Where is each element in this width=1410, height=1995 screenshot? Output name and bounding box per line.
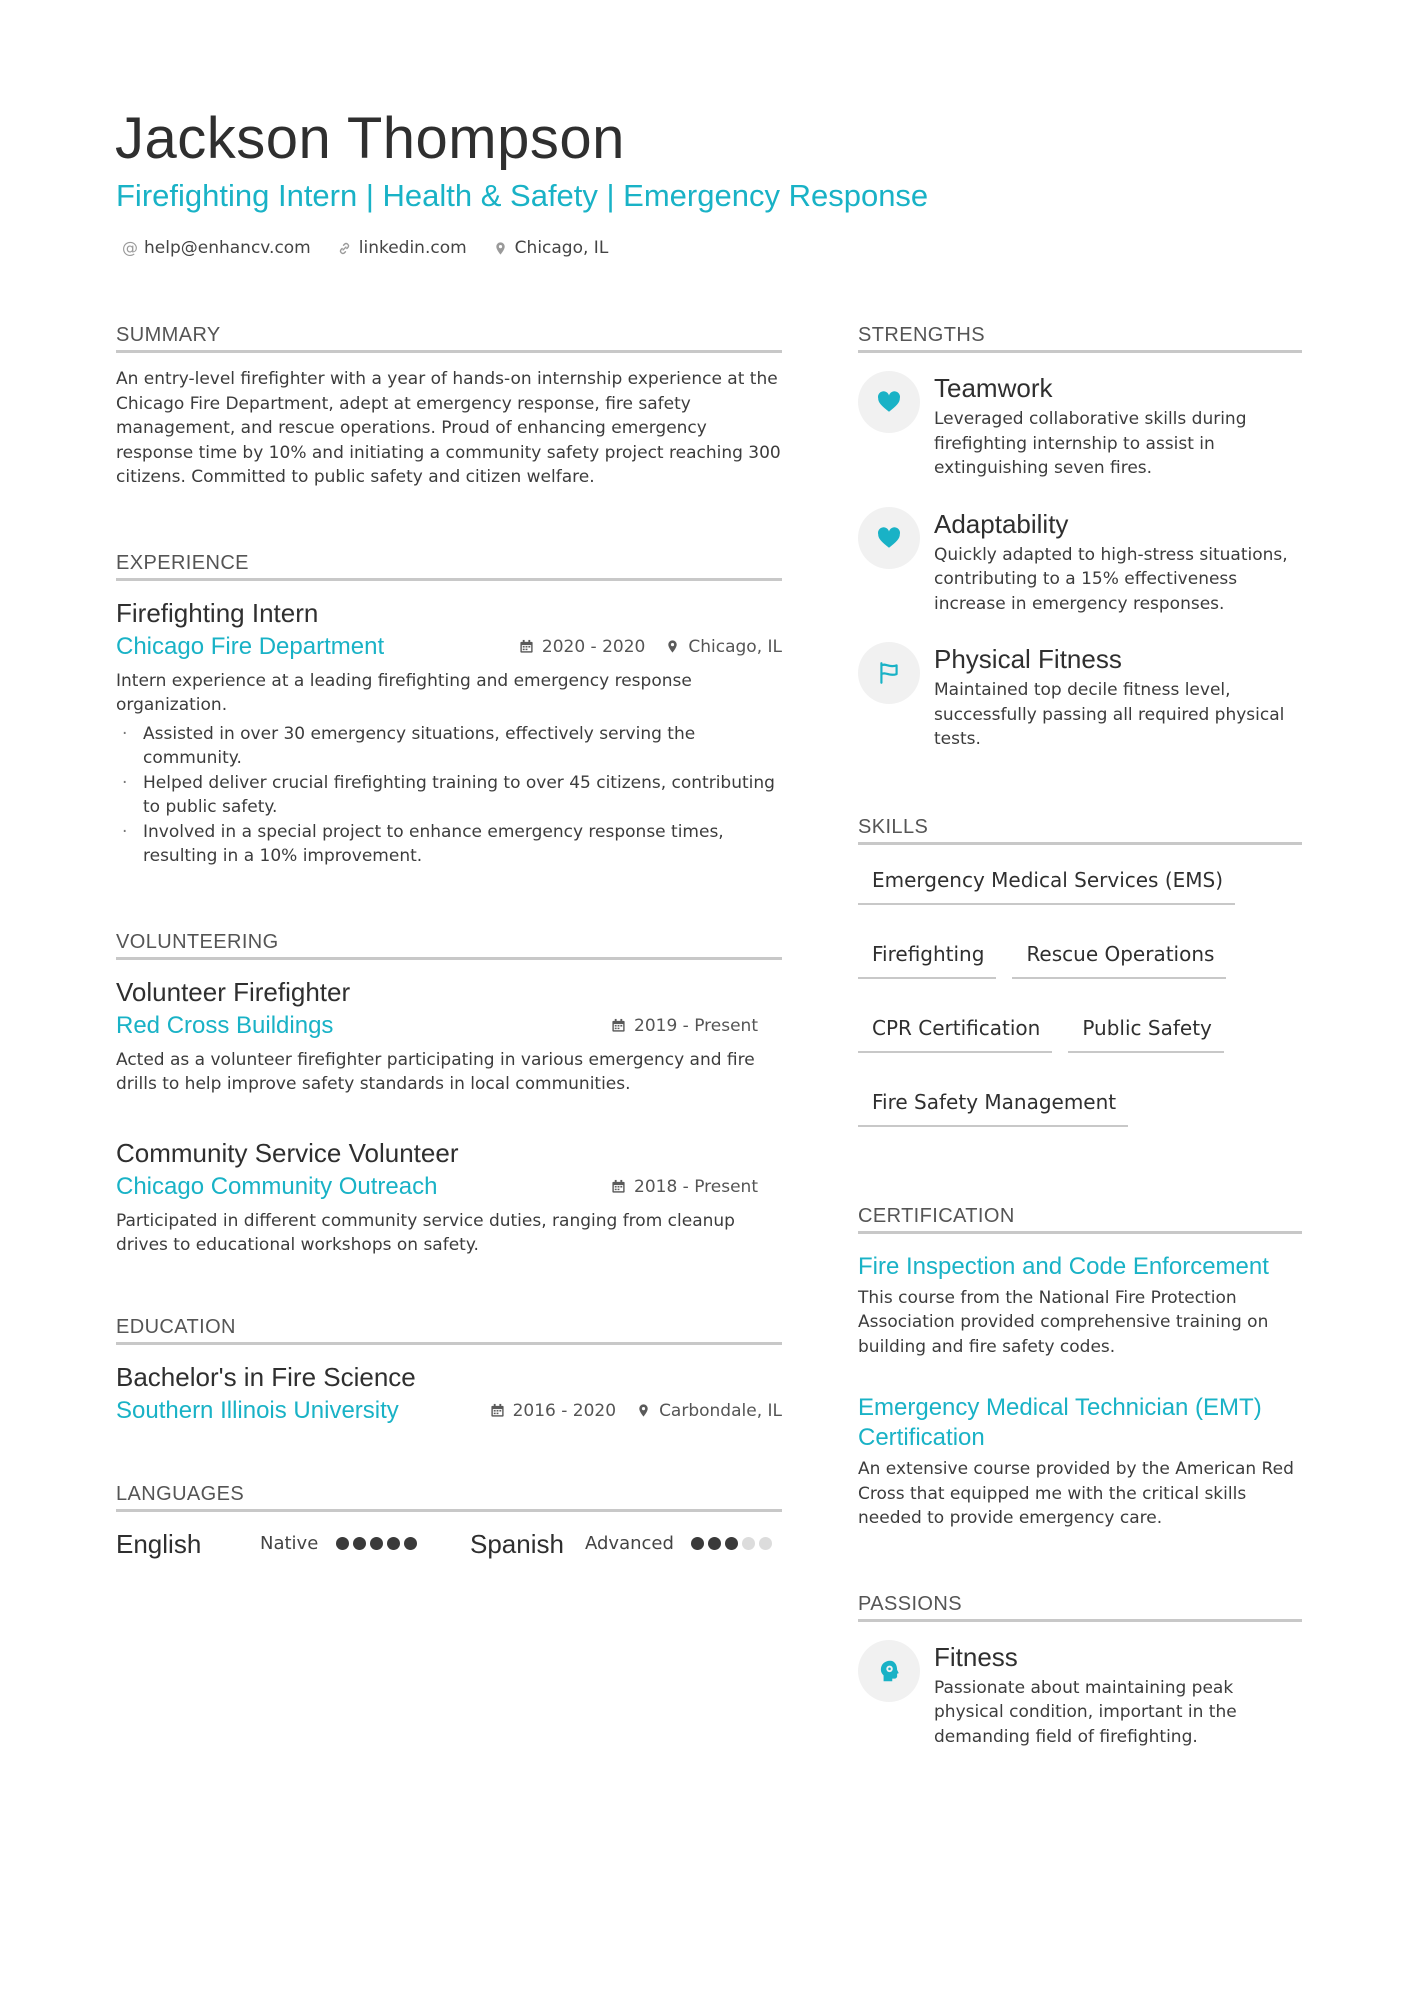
education-section [116,1312,782,1427]
section-title-passions: PASSIONS [858,1589,1302,1622]
head-brain-icon [858,1640,920,1702]
certification-item [858,1393,1302,1531]
strength-title: Physical Fitness [934,644,1122,674]
strength-text: Leveraged collaborative skills during firefighting internship to assist in extinguishing seven fires. [934,409,1247,478]
calendar-icon [490,1403,505,1418]
volunteer-org: Chicago Community Outreach [116,1172,438,1200]
language-level: Native [260,1533,319,1554]
section-title-skills: SKILLS [858,812,1302,845]
rating-dot-filled [336,1537,349,1550]
volunteer-meta [611,1016,758,1036]
candidate-name: Jackson Thompson [115,106,625,171]
volunteer-dates-text: 2018 - Present [634,1176,758,1197]
languages-row [116,1526,782,1562]
volunteer-org: Red Cross Buildings [116,1011,334,1039]
volunteer-title: Community Service Volunteer [116,1137,459,1168]
rating-dot-filled [370,1537,383,1550]
strength-body [934,642,1302,752]
certification-item [858,1252,1302,1360]
job-dates [519,637,645,657]
rating-dot-filled [708,1537,721,1550]
contact-location-text: Chicago, IL [514,238,609,258]
contact-location [493,234,609,262]
education-entry [116,1359,782,1427]
volunteer-entry [116,974,782,1097]
passion-title: Fitness [934,1641,1018,1672]
skill-tag: Fire Safety Management [858,1081,1128,1127]
strength-title: Teamwork [934,373,1053,403]
skill-tag: Rescue Operations [1012,933,1226,979]
calendar-icon [611,1179,626,1194]
certification-title: Emergency Medical Technician (EMT) Certification [858,1394,1262,1451]
rating-dot-filled [404,1537,417,1550]
job-bullet: · Involved in a special project to enhance emergency response times, resulting in a 10% improvement. [122,821,724,866]
section-title-summary: SUMMARY [116,320,782,353]
job-bullet: · Assisted in over 30 emergency situations, effectively serving the community. [122,723,696,768]
certification-title: Fire Inspection and Code Enforcement [858,1252,1269,1280]
contact-email-text: help@enhancv.com [144,238,311,258]
link-icon [337,240,353,256]
skill-tag: Emergency Medical Services (EMS) [858,859,1235,905]
contact-email[interactable] [122,234,311,262]
strength-text: Maintained top decile fitness level, successfully passing all required physical tests. [934,680,1285,749]
strength-body [934,371,1302,481]
education-meta [490,1401,782,1421]
rating-dot-empty [759,1537,772,1550]
language-name: Spanish [470,1528,564,1559]
section-title-education: EDUCATION [116,1312,782,1345]
left-column [116,320,782,1562]
strength-text: Quickly adapted to high-stress situations, contributing to a 15% effectiveness increase in emergency responses. [934,544,1288,614]
school: Southern Illinois University [116,1396,399,1424]
rating-dot-filled [387,1537,400,1550]
language-level: Advanced [585,1533,674,1554]
passion-text: Passionate about maintaining peak physical condition, important in the demanding field of firefighting. [934,1677,1237,1747]
strength-title: Adaptability [934,508,1069,539]
skills-list [858,859,1302,1127]
certification-text: An extensive course provided by the American Red Cross that equipped me with the critical skills needed to provide emergency care. [858,1459,1294,1528]
language-rating [691,1537,772,1550]
job-org: Chicago Fire Department [116,632,385,660]
experience-entry [116,595,782,869]
volunteer-description: Participated in different community service duties, ranging from cleanup drives to educational workshops on safety. [116,1210,735,1255]
section-title-experience: EXPERIENCE [116,548,782,581]
skills-section [858,812,1302,1127]
flag-icon [858,642,920,704]
education-meta-row [116,1395,782,1427]
job-meta-row [116,631,782,663]
volunteer-title: Volunteer Firefighter [116,976,351,1007]
language-rating [336,1537,417,1550]
language-item [116,1526,426,1562]
job-dates-text: 2020 - 2020 [541,636,646,657]
education-dates-text: 2016 - 2020 [512,1400,617,1421]
job-meta [519,637,782,657]
section-title-volunteering: VOLUNTEERING [116,927,782,960]
passion-item [858,1640,1302,1750]
degree: Bachelor's in Fire Science [116,1361,416,1392]
contact-linkedin[interactable] [337,234,467,262]
calendar-icon [611,1018,626,1033]
volunteer-dates-text: 2019 - Present [634,1015,758,1036]
heart-icon [858,507,920,569]
right-column [858,320,1302,1775]
skill-tag: Public Safety [1068,1007,1224,1053]
strengths-section [858,320,1302,752]
rating-dot-empty [742,1537,755,1550]
location-icon [636,1403,651,1418]
calendar-icon [519,639,534,654]
summary-text: An entry-level firefighter with a year of hands-on internship experience at the Chicago Fire Department, adept at emergency response, fire safety management, and rescue operations. Proud of enhancing emergency response time by 10% and initiating a community safety project reaching 300 citizens. Committed to public safety and citizen welfare. [116,369,781,487]
job-location [665,637,782,657]
volunteer-meta-row [116,1010,758,1042]
rating-dot-filled [725,1537,738,1550]
contact-linkedin-text: linkedin.com [358,238,467,258]
rating-dot-filled [691,1537,704,1550]
volunteer-meta-row [116,1171,758,1203]
job-bullets [116,722,782,869]
strength-body [934,507,1302,617]
heart-icon [858,371,920,433]
location-icon [493,240,509,256]
job-title: Firefighting Intern [116,597,319,628]
experience-section [116,548,782,869]
at-icon: @ [122,238,138,257]
certification-section [858,1201,1302,1531]
job-location-text: Chicago, IL [688,636,782,657]
language-item [470,1526,772,1562]
education-location-text: Carbondale, IL [659,1400,782,1421]
section-title-strengths: STRENGTHS [858,320,1302,353]
strength-item [858,507,1302,617]
language-name: English [116,1528,202,1559]
candidate-title: Firefighting Intern | Health & Safety | Emergency Response [116,178,929,213]
education-dates [490,1401,616,1421]
passions-section [858,1589,1302,1750]
education-location [636,1401,782,1421]
summary-section [116,320,782,490]
passion-body [934,1640,1302,1750]
rating-dot-filled [353,1537,366,1550]
job-description: Intern experience at a leading firefighting and emergency response organization. [116,670,692,715]
contact-bar [122,234,608,262]
skill-tag: CPR Certification [858,1007,1052,1053]
strength-item [858,371,1302,481]
certification-text: This course from the National Fire Protection Association provided comprehensive training on building and fire safety codes. [858,1287,1269,1357]
volunteer-meta [611,1177,758,1197]
languages-section [116,1479,782,1562]
volunteer-description: Acted as a volunteer firefighter participating in various emergency and fire drills to help improve safety standards in local communities. [116,1049,755,1094]
volunteering-section [116,927,782,1258]
job-bullet: · Helped deliver crucial firefighting training to over 45 citizens, contributing to public safety. [122,772,775,817]
volunteer-dates [611,1177,758,1197]
location-icon [665,639,680,654]
section-title-certification: CERTIFICATION [858,1201,1302,1234]
skill-tag: Firefighting [858,933,996,979]
volunteer-entry [116,1135,782,1258]
volunteer-dates [611,1016,758,1036]
strength-item [858,642,1302,752]
section-title-languages: LANGUAGES [116,1479,782,1512]
